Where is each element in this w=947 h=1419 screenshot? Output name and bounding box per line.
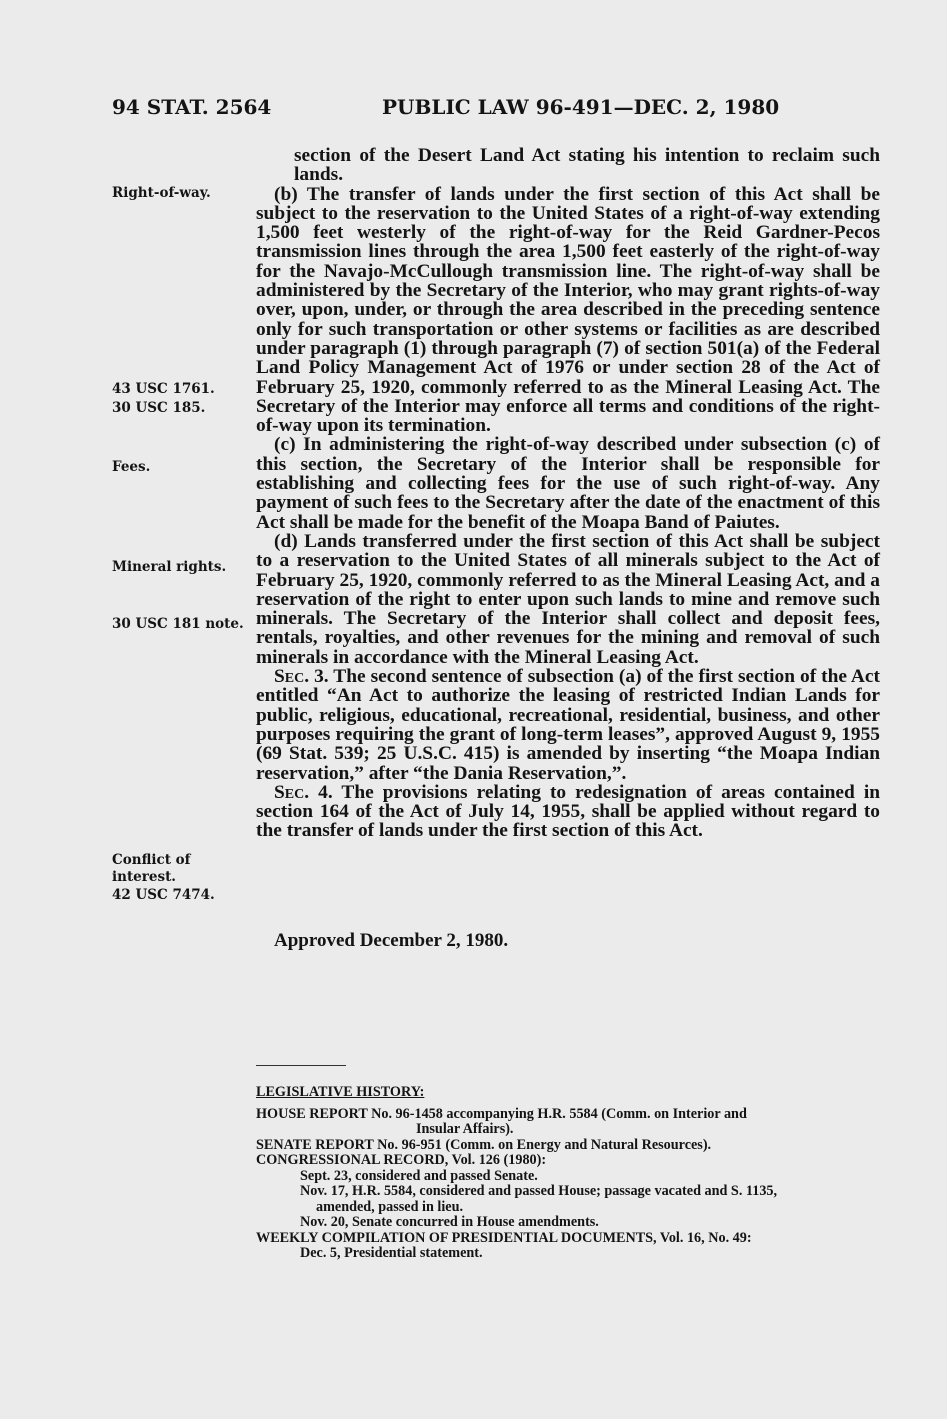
house-report: HOUSE REPORT No. 96-1458 accompanying H.R. 5584 (Comm. on Interior and <box>256 1105 747 1122</box>
margin-note-interest: interest. <box>112 869 177 885</box>
paragraph-a-continued: section of the Desert Land Act stating his intention to reclaim such lands. <box>294 145 880 186</box>
congressional-record: CONGRESSIONAL RECORD, Vol. 126 (1980): <box>256 1152 547 1168</box>
margin-note-conflict-of: Conflict of <box>112 852 191 868</box>
record-nov-17-continued: amended, passed in lieu. <box>316 1198 464 1215</box>
section-3-label: Sec. 3. <box>274 666 329 688</box>
legislative-history-heading: LEGISLATIVE HISTORY: <box>256 1084 425 1100</box>
margin-note-43-usc-1761: 43 USC 1761. <box>112 381 215 397</box>
record-sept-23: Sept. 23, considered and passed Senate. <box>300 1167 538 1184</box>
weekly-dec-5: Dec. 5, Presidential statement. <box>300 1245 483 1261</box>
paragraph-b: (b) The transfer of lands under the first section of this Act shall be subject to the reservation to the United States of a right-of-way extending 1,500 feet westerly of the right-of-way for the Reid Gardner-Pecos transmission lines through the area 1,500 feet easterly of the right-of-way for the Navajo-McCullough transmission line. The right-of-way shall be administered by the Secretary of the Interior, who may grant rights-of-way over, upon, under, or through the area described in the preceding sentence only for such transportation or other systems or facilities as are described under paragraph (1) through paragraph (7) of section 501(a) of the Federal Land Policy Management Act of 1976 or under section 28 of the Act of February 25, 1920, commonly referred to as the Mineral Leasing Act. The Secretary of the Interior may enforce all terms and conditions of the right-of-way upon its termination. <box>256 183 880 437</box>
paragraph-d: (d) Lands transferred under the first section of this Act shall be subject to a reservation to the United States of all minerals subject to the Act of February 25, 1920, commonly referred to as the Mineral Leasing Act, and a reservation of the right to enter upon such lands to mine and remove such minerals. The Secretary of the Interior shall collect and deposit fees, rentals, royalties, and other revenues for the mining and removal of such minerals in accordance with the Mineral Leasing Act. <box>256 530 880 668</box>
public-law-title: PUBLIC LAW 96-491—DEC. 2, 1980 <box>382 95 780 119</box>
margin-note-right-of-way: Right-of-way. <box>112 185 211 201</box>
legislative-history <box>256 1085 882 1262</box>
stat-page-number: 94 STAT. 2564 <box>112 95 272 119</box>
section-3-text: The second sentence of subsection (a) of the first section of the Act entitled “An Act to authorize the leasing of restricted Indian Lands for public, religious, educational, recreational, residential, business, and other purposes requiring the grant of long-term leases”, approved August 9, 1955 (69 Stat. 539; 25 U.S.C. 415) is amended by inserting “the Moapa Indian reservation,” after “the Dania Reservation,”. <box>256 666 880 784</box>
record-nov-20: Nov. 20, Senate concurred in House amendments. <box>300 1214 599 1230</box>
section-4-label: Sec. 4. <box>274 781 333 803</box>
section-4 <box>256 783 880 841</box>
record-nov-17: Nov. 17, H.R. 5584, considered and passed House; passage vacated and S. 1135, <box>300 1183 778 1199</box>
weekly-compilation: WEEKLY COMPILATION OF PRESIDENTIAL DOCUMENTS, Vol. 16, No. 49: <box>256 1229 752 1246</box>
margin-note-42-usc-7474: 42 USC 7474. <box>112 887 215 903</box>
divider <box>256 1065 346 1066</box>
paragraph-c: (c) In administering the right-of-way described under subsection (c) of this section, the Secretary of the Interior shall be responsible for establishing and collecting fees for the use of such right-of-way. Any payment of such fees to the Secretary after the date of the enactment of this Act shall be made for the benefit of the Moapa Band of Paiutes. <box>256 434 880 533</box>
section-3 <box>256 667 880 783</box>
senate-report: SENATE REPORT No. 96-951 (Comm. on Energy and Natural Resources). <box>256 1136 712 1153</box>
section-4-text: The provisions relating to redesignation of areas contained in section 164 of the Act of July 14, 1955, shall be applied without regard to the transfer of lands under the first section of this Act. <box>256 781 880 842</box>
margin-note-30-usc-185: 30 USC 185. <box>112 400 206 416</box>
approval-date: Approved December 2, 1980. <box>274 930 509 951</box>
margin-note-fees: Fees. <box>112 459 151 475</box>
margin-note-mineral-rights: Mineral rights. <box>112 559 227 575</box>
page-header <box>112 95 882 125</box>
margin-note-30-usc-181: 30 USC 181 note. <box>112 616 244 632</box>
house-report-continued: Insular Affairs). <box>416 1121 514 1137</box>
statute-body <box>256 146 880 841</box>
